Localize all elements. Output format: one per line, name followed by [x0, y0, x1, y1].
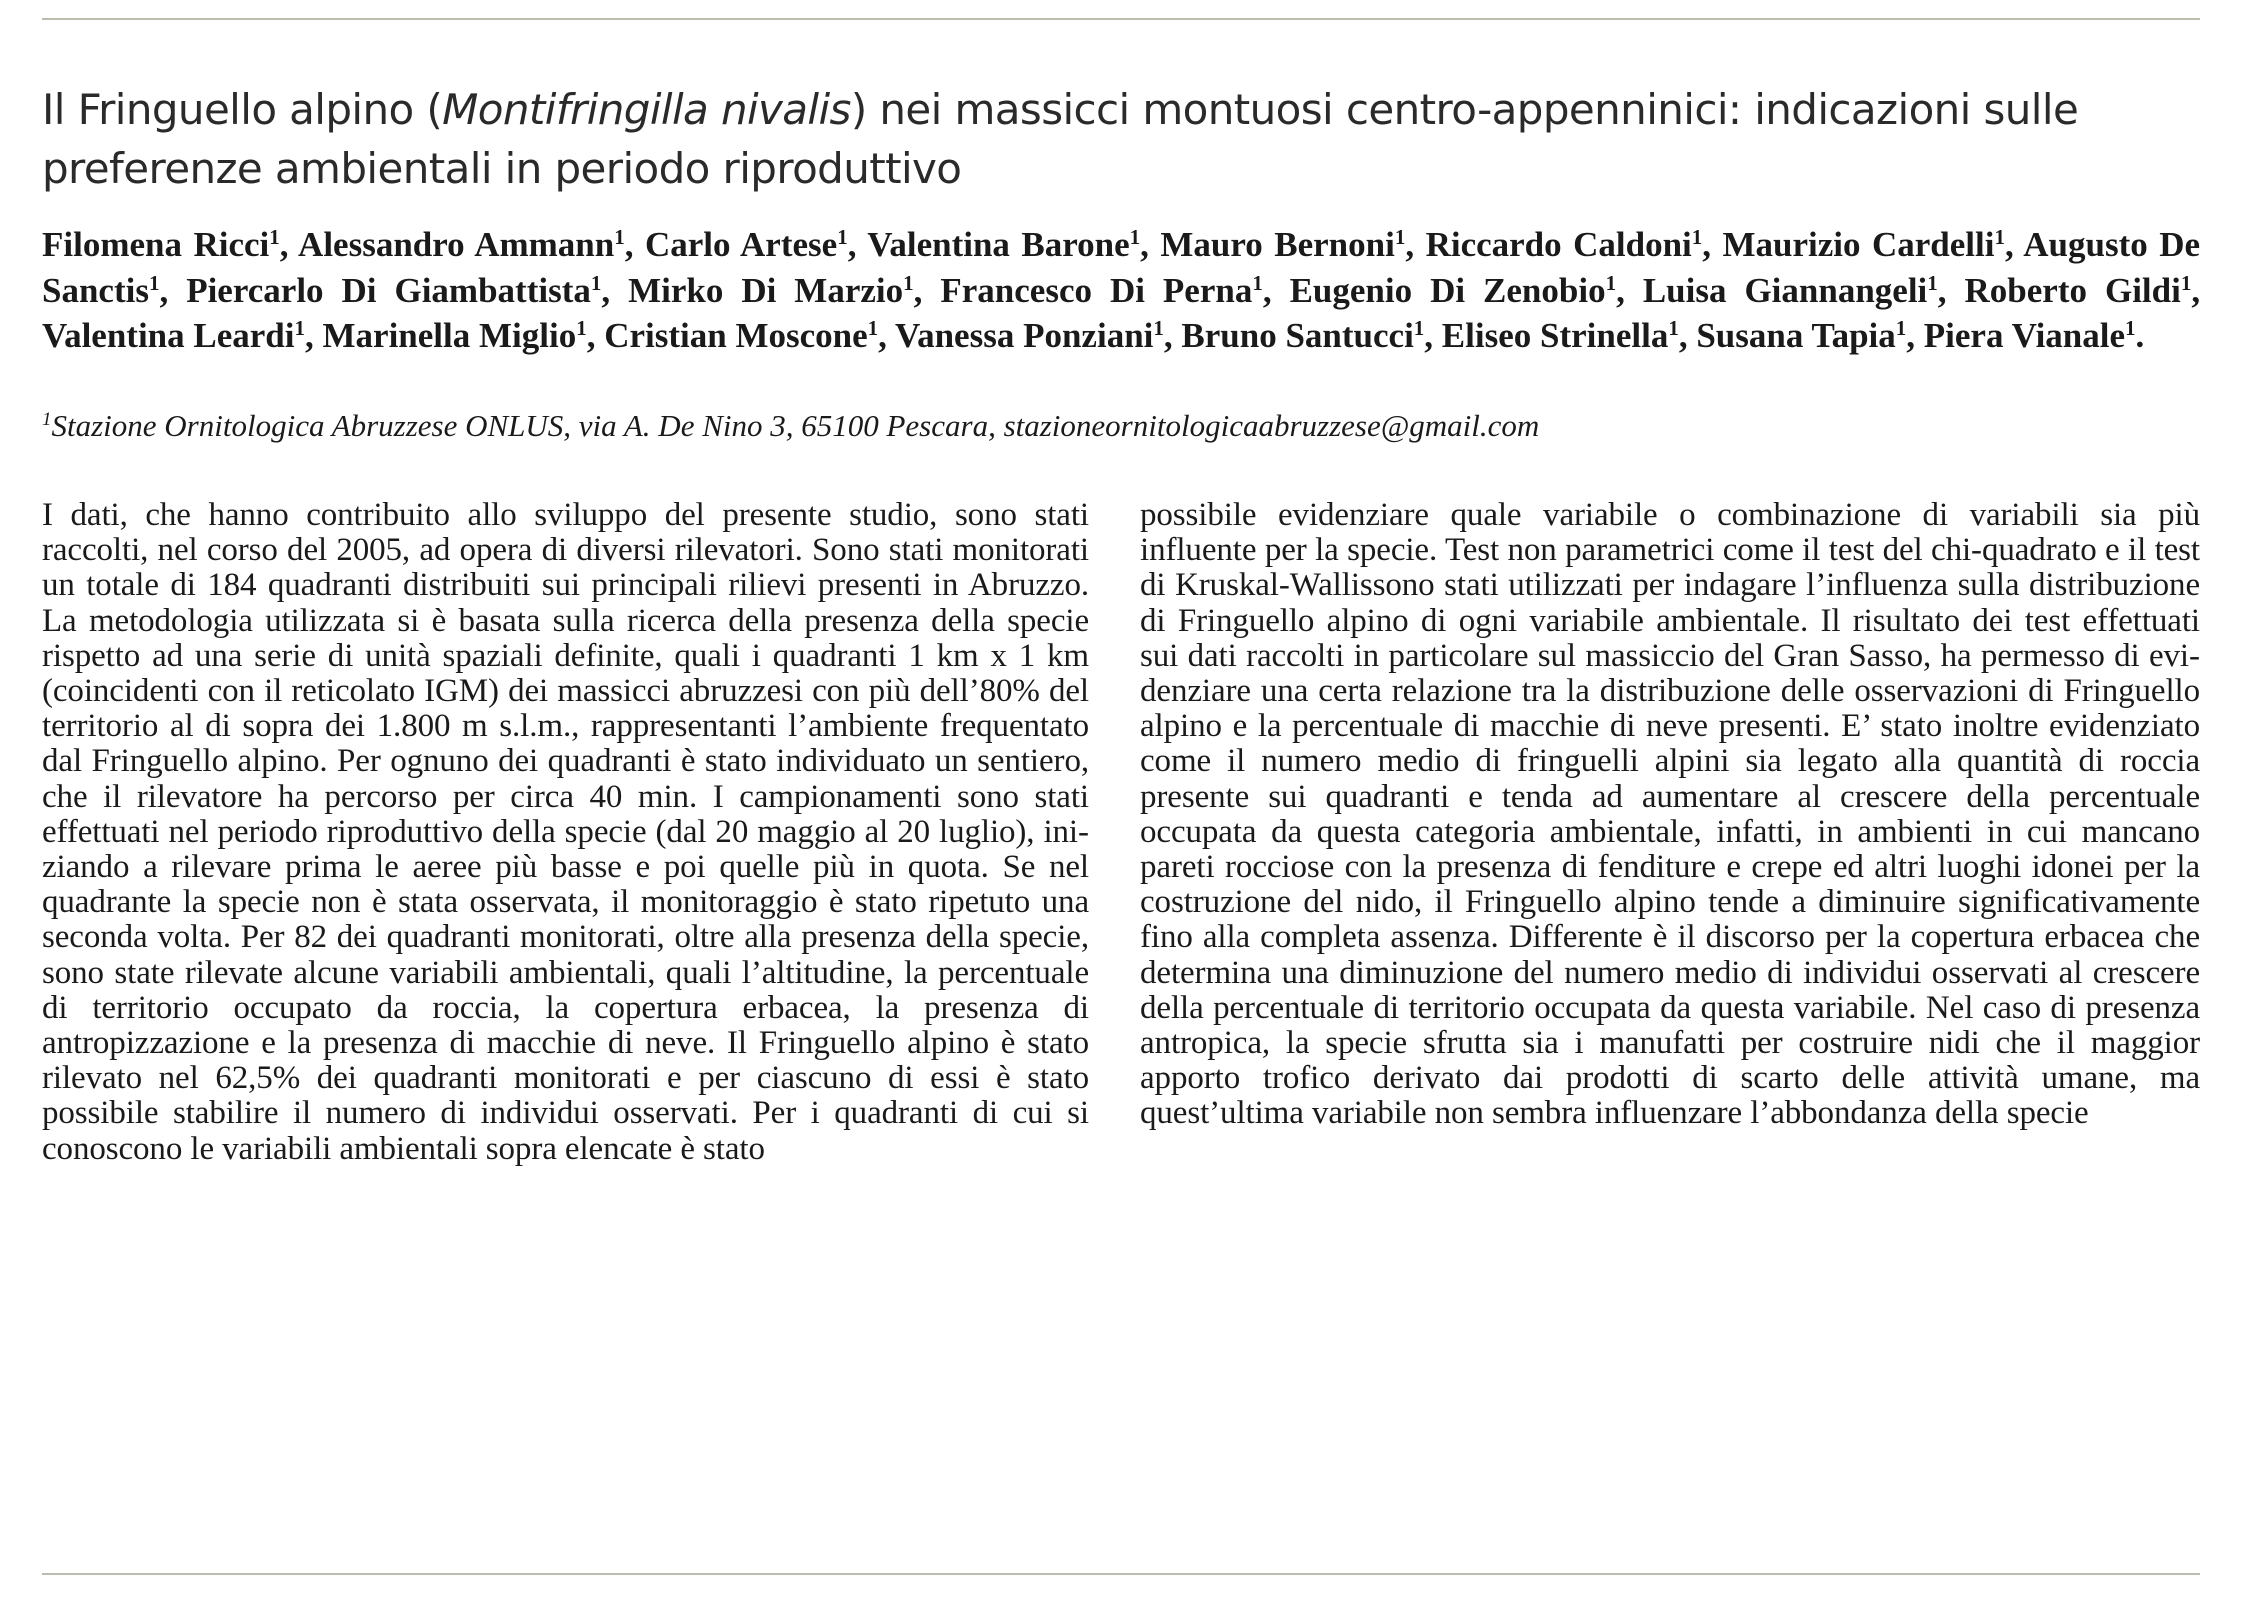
author-affiliation-marker: 1 — [148, 270, 160, 295]
paper-title — [42, 80, 2212, 198]
author-affiliation-marker: 1 — [1394, 225, 1406, 249]
author-affiliation-marker: 1 — [1994, 225, 2005, 249]
author-name: Bruno Santucci — [1181, 316, 1414, 355]
affiliation — [42, 406, 2200, 446]
author-name: Maurizio Cardelli — [1722, 225, 1995, 264]
author-affiliation-marker: 1 — [294, 316, 305, 340]
author-name: Valentina Barone — [867, 225, 1130, 264]
author-name: Roberto Gildi — [1964, 270, 2181, 310]
body-column-left: I dati, che hanno contribuito allo sviluppo del presente studio, sono stati raccolti, nel corso del 2005, ad opera di diversi rilevatori. Sono stati monitorati un totale di 184 quadranti distribuiti sui principali rilievi presenti in Abruzzo. La metodologia utilizzata si è basata sulla ricerca della presenza della specie rispetto ad una serie di unità spaziali definite, quali i quadranti 1 km x 1 km (coincidenti con il reticolato IGM) dei massicci abruzzesi con più dell’80% del territorio al di sopra dei 1.800 m s.l.m., rappresentanti l’ambiente frequentato dal Fringuello alpino. Per ognuno dei quadranti è stato individuato un sentiero, che il rilevatore ha percorso per circa 40 min. I campionamenti sono stati effettuati nel periodo riproduttivo della specie (dal 20 maggio al 20 luglio), iniziando a rilevare prima le aeree più basse e poi quelle più in quota. Se nel quadrante la specie non è stata osservata, il monitoraggio è stato ripetuto una seconda volta. Per 82 dei quadranti monitorati, oltre alla presenza della specie, sono state rilevate alcune variabili ambientali, quali l’altitudine, la percentuale di territorio occupato da roccia, la copertura erbacea, la presenza di antropizzazione e la presenza di macchie di neve. Il Fringuello alpino è stato rilevato nel 62,5% dei quadranti monitorati e per ciascuno di essi è stato possibile stabilire il numero di individui osservati. Per i quadranti di cui si conoscono le variabili ambientali sopra elencate è stato — [42, 497, 1089, 1167]
title-species-name: Montifringilla nivalis — [442, 85, 851, 134]
author-affiliation-marker: 1 — [1895, 316, 1907, 340]
author-name: Marinella Miglio — [322, 316, 577, 355]
author-affiliation-marker: 1 — [269, 225, 280, 249]
author-list: Filomena Ricci$^1$, Alessandro Ammann$^1$, Carlo Artese$^1$, Valentina Barone$^1$, Mauro Bernoni$^1$, Riccardo Caldoni$^1$, Maurizio Cardelli$^1$, Augusto De Sanctis$^1$, Piercarlo Di Giambattista$^1$, Mirko Di Marzio$^1$, Francesco Di Perna$^1$, Eugenio Di Zenobio$^1$, Luisa Giannangeli$^1$, Roberto Gildi$^1$, Valentina Leardi$^1$, Marinella Miglio$^1$, Cristian Moscone$^1$, Vanessa Ponziani$^1$, Bruno Santucci$^1$, Eliseo Strinella$^1$, Susana Tapia$^1$, Piera Vianale$^1$. — [42, 225, 2201, 355]
affiliation-text: Stazione Ornitologica Abruzzese ONLUS, via A. De Nino 3, 65100 Pescara, stazioneornitologicaabruzzese@gmail.com — [51, 408, 1540, 443]
author-name: Eugenio Di Zenobio — [1289, 270, 1606, 310]
title-text-start: Il Fringuello alpino ( — [42, 85, 443, 134]
top-rule — [42, 18, 2200, 20]
author-affiliation-marker: 1 — [867, 316, 879, 340]
body-column-right: possibile evidenziare quale variabile o combinazione di variabili sia più influente per la specie. Test non parametrici come il test del chi-quadrato e il test di Kruskal-Wallissono stati utilizzati per indagare l’influenza sulla distribuzione di Fringuello alpino di ogni variabile ambientale. Il risultato dei test effettuati sui dati raccolti in particolare sul massiccio del Gran Sasso, ha permesso di evidenziare una certa relazione tra la distribuzione delle osservazioni di Fringuello alpino e la percentuale di macchie di neve presenti. E’ stato inoltre evidenziato come il numero medio di fringuelli alpini sia legato alla quantità di roccia presente sui quadranti e tenda ad aumentare al crescere della percentuale occupata da questa categoria ambientale, infatti, in ambienti in cui mancano pareti rocciose con la presenza di fenditure e crepe ed altri luoghi idonei per la costruzione del nido, il Fringuello alpino tende a diminuire significativamente fino alla completa assenza. Differente è il discorso per la copertura erbacea che determina una diminuzione del numero medio di individui osservati al crescere della percentuale di territorio occupata da questa variabile. Nel caso di presenza antropica, la specie sfrutta sia i manufatti per costruire nidi che il maggior apporto trofico derivato dai prodotti di scarto delle attività umane, ma quest’ultima variabile non sembra influenzare l’abbondanza della specie — [1140, 497, 2200, 1132]
author-name: Mauro Bernoni — [1160, 225, 1395, 264]
author-name: Vanessa Ponziani — [895, 316, 1154, 355]
author-affiliation-marker: 1 — [1413, 316, 1425, 340]
author-name: Piercarlo Di Giambattista — [186, 270, 591, 310]
affiliation-marker: 1 — [42, 409, 52, 430]
author-name: Augusto De Sanctis — [42, 225, 2201, 310]
author-name: Alessandro Ammann — [298, 225, 615, 264]
author-affiliation-marker: 1 — [1691, 225, 1703, 249]
author-name: Valentina Leardi — [42, 316, 295, 355]
author-affiliation-marker: 1 — [2125, 316, 2136, 340]
author-affiliation-marker: 1 — [1129, 225, 1141, 249]
author-affiliation-marker: 1 — [903, 270, 914, 295]
author-affiliation-marker: 1 — [1153, 316, 1164, 340]
author-affiliation-marker: 1 — [837, 225, 848, 249]
author-name: Mirko Di Marzio — [628, 270, 904, 310]
author-name: Francesco Di Perna — [940, 270, 1253, 310]
author-name: Piera Vianale — [1923, 316, 2126, 355]
bottom-rule — [42, 1573, 2200, 1575]
author-affiliation-marker: 1 — [576, 316, 587, 340]
author-affiliation-marker: 1 — [1668, 316, 1679, 340]
author-name: Susana Tapia — [1696, 316, 1896, 355]
author-affiliation-marker: 1 — [590, 270, 602, 295]
author-name: Filomena Ricci — [42, 225, 270, 264]
author-name: Carlo Artese — [644, 225, 838, 264]
author-name: Riccardo Caldoni — [1425, 225, 1692, 264]
author-affiliation-marker: 1 — [2180, 270, 2192, 295]
author-affiliation-marker: 1 — [1927, 270, 1938, 295]
author-name: Luisa Giannangeli — [1642, 270, 1928, 310]
author-name: Eliseo Strinella — [1441, 316, 1669, 355]
title-text-end: ) nei massicci montuosi centro-appenninici: indicazioni sulle preferenze ambientali in periodo riproduttivo — [42, 85, 2079, 193]
author-affiliation-marker: 1 — [614, 225, 625, 249]
author-affiliation-marker: 1 — [1605, 270, 1617, 295]
author-affiliation-marker: 1 — [1252, 270, 1263, 295]
author-name: Cristian Moscone — [604, 316, 868, 355]
